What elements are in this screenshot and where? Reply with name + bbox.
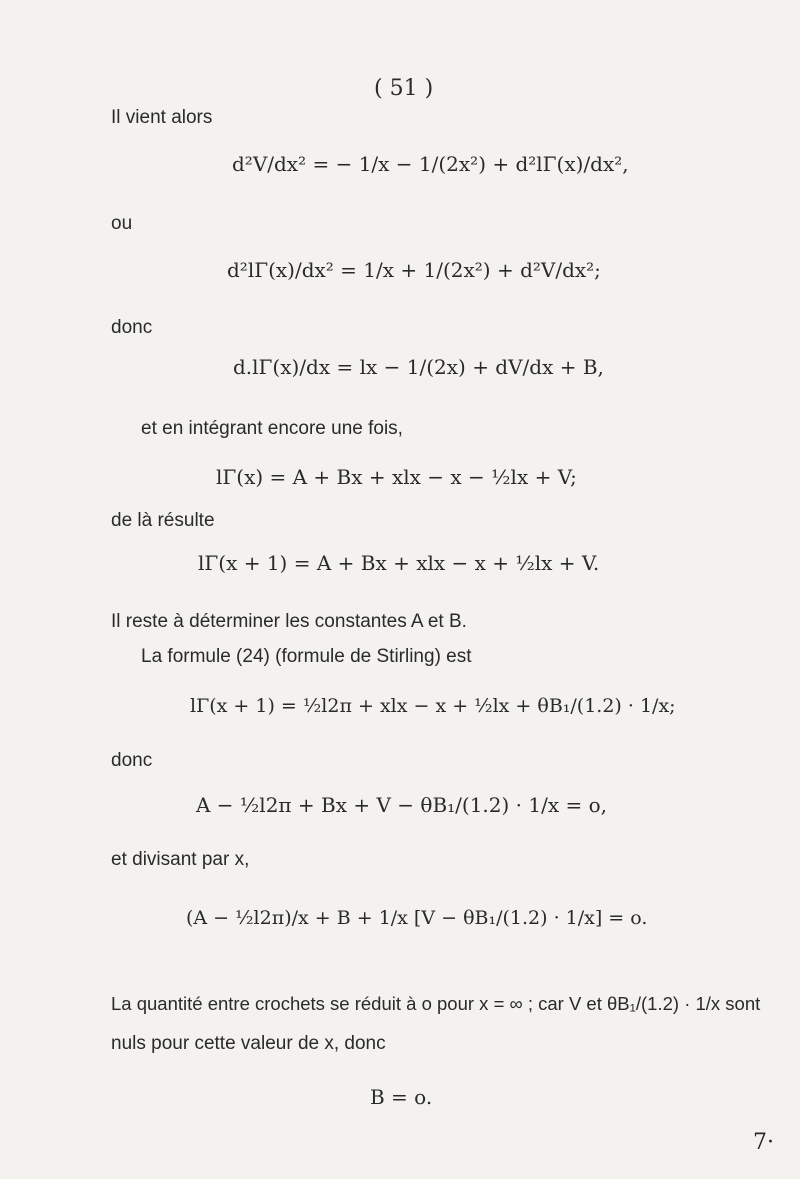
equation: lΓ(x) = A + Bx + xlx − x − ½lx + V; bbox=[216, 465, 577, 489]
paragraph: donc bbox=[111, 317, 153, 338]
paragraph: ou bbox=[111, 213, 133, 234]
paragraph: Il vient alors bbox=[111, 107, 213, 128]
paragraph: La formule (24) (formule de Stirling) est bbox=[141, 646, 472, 667]
equation: d²V/dx² = − 1/x − 1/(2x²) + d²lΓ(x)/dx², bbox=[232, 152, 629, 176]
paragraph: et en intégrant encore une fois, bbox=[141, 418, 403, 439]
equation: B = o. bbox=[370, 1085, 433, 1109]
equation: d.lΓ(x)/dx = lx − 1/(2x) + dV/dx + B, bbox=[233, 355, 604, 379]
page-footer: 7· bbox=[753, 1130, 774, 1155]
paragraph: et divisant par x, bbox=[111, 849, 250, 870]
paragraph: Il reste à déterminer les constantes A et B. bbox=[111, 611, 467, 632]
page-number: ( 51 ) bbox=[374, 76, 434, 101]
paragraph: donc bbox=[111, 750, 153, 771]
equation: (A − ½l2π)/x + B + 1/x [V − θB₁/(1.2) · 1/x] = o. bbox=[186, 907, 648, 929]
equation: lΓ(x + 1) = ½l2π + xlx − x + ½lx + θB₁/(1.2) · 1/x; bbox=[190, 695, 676, 717]
paragraph: nuls pour cette valeur de x, donc bbox=[111, 1033, 386, 1054]
equation: d²lΓ(x)/dx² = 1/x + 1/(2x²) + d²V/dx²; bbox=[227, 258, 601, 282]
paragraph: La quantité entre crochets se réduit à o pour x = ∞ ; car V et θB₁/(1.2) · 1/x sont bbox=[111, 993, 761, 1014]
equation: A − ½l2π + Bx + V − θB₁/(1.2) · 1/x = o, bbox=[196, 793, 607, 817]
equation: lΓ(x + 1) = A + Bx + xlx − x + ½lx + V. bbox=[198, 551, 600, 575]
paragraph: de là résulte bbox=[111, 510, 215, 531]
